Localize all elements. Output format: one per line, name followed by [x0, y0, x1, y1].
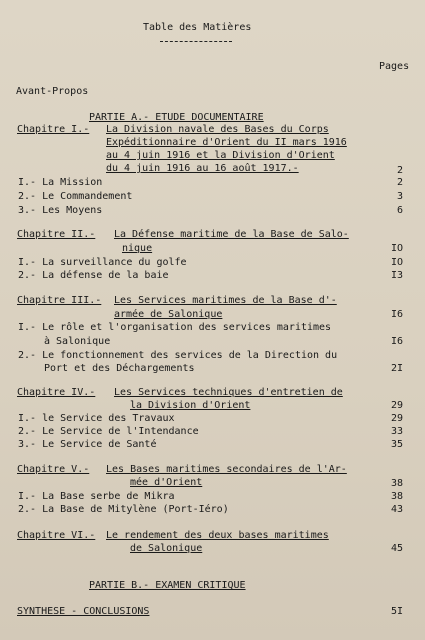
page-title: Table des Matières	[143, 22, 252, 33]
section-page-number: I6	[390, 336, 403, 347]
chapter-label: Chapitre III.-	[17, 295, 102, 306]
section-entry: I.- le Service des Travaux	[18, 413, 175, 424]
chapter-title-line: la Division d'Orient	[130, 400, 251, 411]
partie-a-heading: PARTIE A.- ETUDE DOCUMENTAIRE	[89, 112, 264, 123]
section-page-number: IO	[390, 257, 403, 268]
section-entry: I.- La Base serbe de Mikra	[18, 491, 175, 502]
chapter-title-line: Les Bases maritimes secondaires de l'Ar-	[106, 464, 347, 475]
section-page-number: 2I	[390, 363, 403, 374]
chapter-title-line: de Salonique	[130, 543, 203, 554]
pages-column-header: Pages	[379, 61, 410, 72]
section-entry: I.- Le rôle et l'organisation des services maritimes	[18, 322, 332, 333]
section-page-number: 6	[396, 205, 403, 216]
section-entry: 2.- Le Commandement	[18, 191, 133, 202]
chapter-title-line: au 4 juin 1916 et la Division d'Orient	[106, 150, 335, 161]
section-entry: 3.- Le Service de Santé	[18, 439, 157, 450]
avant-propos: Avant-Propos	[16, 86, 89, 97]
chapter-title-line: Le rendement des deux bases maritimes	[106, 530, 329, 541]
chapter-page-number: 29	[390, 400, 403, 411]
section-page-number: 29	[390, 413, 403, 424]
chapter-title-line: Les Services maritimes de la Base d'-	[114, 295, 337, 306]
section-page-number: 2	[396, 177, 403, 188]
chapter-title-line: La Division navale des Bases du Corps	[106, 124, 329, 135]
section-entry-continued: Port et des Déchargements	[44, 363, 195, 374]
section-entry: I.- La Mission	[18, 177, 103, 188]
chapter-title-line: Les Services techniques d'entretien de	[114, 387, 343, 398]
synthese-entry: SYNTHESE - CONCLUSIONS	[17, 606, 150, 617]
section-page-number: 33	[390, 426, 403, 437]
chapter-title-line: du 4 juin 1916 au 16 août 1917.-	[106, 163, 299, 174]
section-entry: 2.- Le fonctionnement des services de la Direction du	[18, 350, 338, 361]
section-page-number: I3	[390, 270, 403, 281]
section-entry: 3.- Les Moyens	[18, 205, 103, 216]
chapter-page-number: 45	[390, 543, 403, 554]
section-page-number: 43	[390, 504, 403, 515]
chapter-label: Chapitre IV.-	[17, 387, 96, 398]
chapter-page-number: I6	[390, 309, 403, 320]
chapter-title-line: La Défense maritime de la Base de Salo-	[114, 229, 349, 240]
section-entry: 2.- Le Service de l'Intendance	[18, 426, 199, 437]
chapter-title-line: Expéditionnaire d'Orient du II mars 1916	[106, 137, 347, 148]
section-entry-continued: à Salonique	[44, 336, 111, 347]
chapter-title-line: armée de Salonique	[114, 309, 223, 320]
synthese-page-number: 5I	[390, 606, 403, 617]
section-entry: I.- La surveillance du golfe	[18, 257, 187, 268]
chapter-page-number: 38	[390, 478, 403, 489]
chapter-label: Chapitre V.-	[17, 464, 90, 475]
chapter-label: Chapitre II.-	[17, 229, 96, 240]
chapter-label: Chapitre I.-	[17, 124, 90, 135]
chapter-title-line: nique	[122, 243, 153, 254]
section-page-number: 38	[390, 491, 403, 502]
section-entry: 2.- La défense de la baie	[18, 270, 169, 281]
partie-b-heading: PARTIE B.- EXAMEN CRITIQUE	[89, 580, 246, 591]
chapter-page-number: 2	[396, 165, 403, 176]
title-underline	[160, 41, 232, 42]
section-page-number: 35	[390, 439, 403, 450]
section-page-number: 3	[396, 191, 403, 202]
section-entry: 2.- La Base de Mitylène (Port-Iéro)	[18, 504, 229, 515]
chapter-page-number: IO	[390, 243, 403, 254]
chapter-title-line: mée d'Orient	[130, 477, 203, 488]
chapter-label: Chapitre VI.-	[17, 530, 96, 541]
